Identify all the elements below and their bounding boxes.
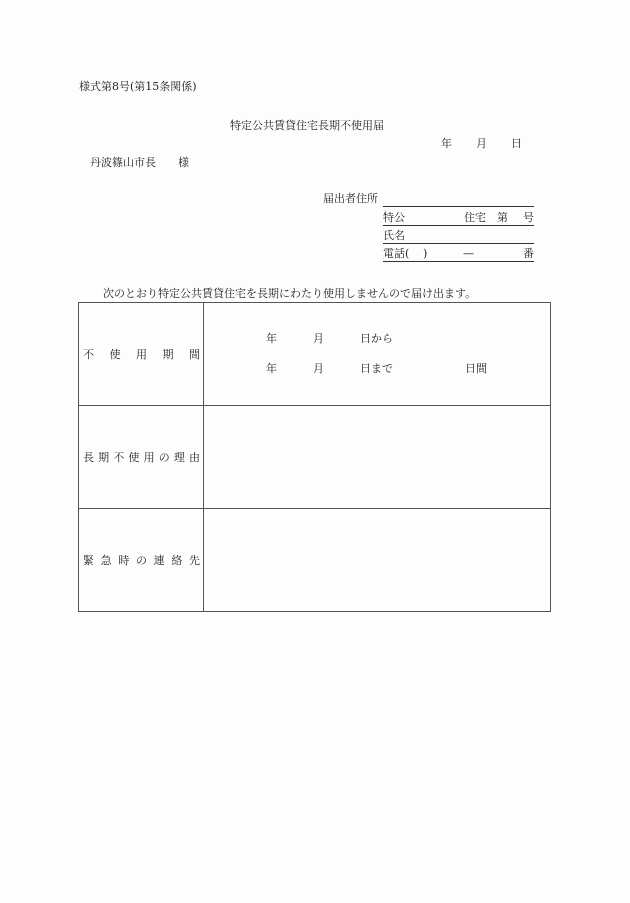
- period-label: 不使用期間: [79, 303, 204, 406]
- housing-number-field[interactable]: [383, 211, 534, 226]
- submitter-address-label: 届出者住所: [323, 192, 378, 205]
- phone-field[interactable]: [383, 247, 534, 262]
- from-month-label: 月: [313, 332, 324, 345]
- period-value-cell[interactable]: [204, 303, 551, 406]
- phone-suffix: 番: [523, 247, 534, 260]
- reason-label: 長期不使用の理由: [79, 406, 204, 509]
- addressee: [90, 156, 189, 170]
- from-year-label: 年: [266, 332, 277, 345]
- days-label: 日間: [465, 362, 487, 375]
- table-row-reason: [79, 406, 551, 509]
- housing-suffix: 住宅: [464, 211, 486, 224]
- housing-prefix: 特公: [383, 211, 405, 224]
- to-day-label: 日まで: [360, 362, 393, 375]
- emergency-contact-value-field[interactable]: [204, 509, 551, 612]
- phone-dash: —: [463, 247, 474, 260]
- phone-label: 電話(: [383, 247, 410, 260]
- number-suffix: 号: [523, 211, 534, 224]
- number-prefix: 第: [497, 211, 508, 224]
- phone-paren-close: ): [423, 247, 428, 260]
- to-year-label: 年: [266, 362, 277, 375]
- from-day-label: 日から: [360, 332, 393, 345]
- document-title: 特定公共賃貸住宅長期不使用届: [230, 119, 384, 132]
- name-field[interactable]: [383, 229, 534, 244]
- to-month-label: 月: [313, 362, 324, 375]
- notification-table: [78, 302, 551, 612]
- submission-date: [441, 137, 522, 151]
- date-day-label: 日: [511, 137, 522, 150]
- intro-statement: 次のとおり特定公共賃貸住宅を長期にわたり使用しませんので届け出ます。: [103, 287, 477, 300]
- form-number: 様式第8号(第15条関係): [79, 80, 197, 93]
- table-row-period: [79, 303, 551, 406]
- table-row-emergency-contact: [79, 509, 551, 612]
- addressee-honorific: 様: [178, 156, 189, 169]
- date-year-label: 年: [441, 137, 452, 150]
- reason-value-field[interactable]: [204, 406, 551, 509]
- addressee-name: 丹波篠山市長: [90, 156, 156, 169]
- date-month-label: 月: [476, 137, 487, 150]
- submitter-address-field[interactable]: [383, 192, 534, 207]
- name-label: 氏名: [383, 229, 405, 242]
- emergency-contact-label: 緊急時の連絡先: [79, 509, 204, 612]
